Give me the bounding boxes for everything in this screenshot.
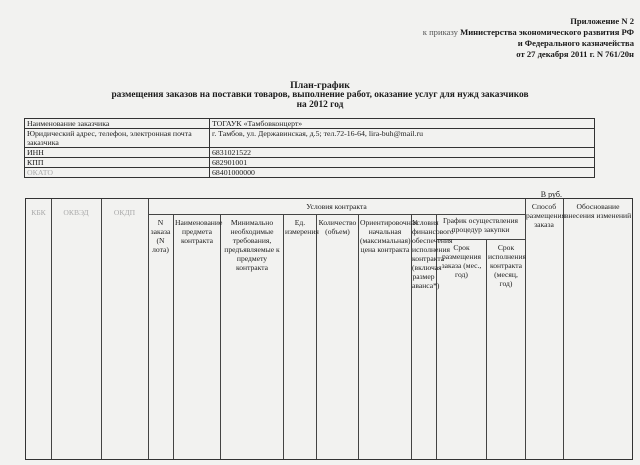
info-row-inn: [25, 148, 595, 158]
info-row-address: [25, 129, 595, 148]
annex-treasury: и Федерального казначейства: [517, 38, 634, 48]
divider: [525, 199, 526, 459]
header-execution-term: Срок исполнения контракта (месяц, год): [488, 243, 527, 288]
header-quantity: Количество (объем): [318, 218, 357, 236]
divider: [563, 199, 564, 459]
customer-info-table: [24, 118, 595, 178]
divider: [283, 214, 284, 459]
info-row-okato: [25, 168, 595, 178]
divider: [486, 239, 487, 459]
customer-name-value: ТОГАУК «Тамбовконцерт»: [210, 119, 595, 129]
annex-header: [304, 16, 634, 60]
currency-note: В руб.: [540, 190, 562, 199]
customer-name-label: Наименование заказчика: [25, 119, 210, 129]
header-placement-term: Срок размещения заказа (мес., год): [441, 243, 482, 279]
customer-address-value: г. Тамбов, ул. Державинская, д.5; тел.72-16-64, lira-buh@mail.ru: [210, 129, 595, 148]
header-okdp: ОКДП: [113, 208, 136, 217]
annex-ministry: Министерства экономического развития РФ: [460, 27, 634, 37]
okato-value: 68401000000: [210, 168, 595, 178]
annex-order-line: [304, 27, 634, 38]
header-contract-conditions: Условия контракта: [306, 202, 367, 211]
page-year: на 2012 год: [296, 100, 344, 110]
annex-date: от 27 декабря 2011 г. N 761/20н: [516, 49, 634, 59]
kpp-label: КПП: [25, 158, 210, 168]
page-title: План-график: [290, 80, 350, 91]
header-financing: Условия финансового обеспечения исполнения контракта (включая размер аванса*): [412, 218, 454, 290]
divider: [358, 214, 359, 459]
divider: [316, 214, 317, 459]
header-justification: Обоснование внесения изменений: [564, 202, 632, 220]
divider: [220, 214, 221, 459]
annex-order-prefix: к приказу: [422, 27, 458, 37]
header-requirements: Минимально необходимые требования, предъявляемые к предмету контракта: [224, 218, 280, 272]
divider: [101, 199, 102, 459]
inn-label: ИНН: [25, 148, 210, 158]
header-lot-number: N заказа (N лота): [150, 218, 171, 254]
kpp-value: 682901001: [210, 158, 595, 168]
divider: [148, 214, 525, 215]
header-procurement-schedule: График осуществления процедур закупки: [442, 216, 519, 234]
customer-address-label: Юридический адрес, телефон, электронная почта заказчика: [25, 129, 210, 148]
header-price: Ориентировочная начальная (максимальная) цена контракта: [360, 218, 418, 254]
header-method: Способ размещения заказа: [526, 202, 566, 229]
info-row-kpp: [25, 158, 595, 168]
header-unit: Ед. измерения: [285, 218, 319, 236]
header-subject: Наименование предмета контракта: [175, 218, 223, 245]
divider: [51, 199, 52, 459]
annex-number: Приложение N 2: [570, 16, 634, 26]
plan-table: [25, 198, 633, 460]
header-kbk: КБК: [31, 208, 46, 217]
inn-value: 6831021522: [210, 148, 595, 158]
divider: [173, 214, 174, 459]
header-okved: ОКВЭД: [63, 208, 89, 217]
okato-label: ОКАТО: [25, 168, 210, 178]
page-subtitle: размещения заказов на поставки товаров, выполнение работ, оказание услуг для нужд заказчиков: [111, 90, 529, 100]
info-row-name: [25, 119, 595, 129]
